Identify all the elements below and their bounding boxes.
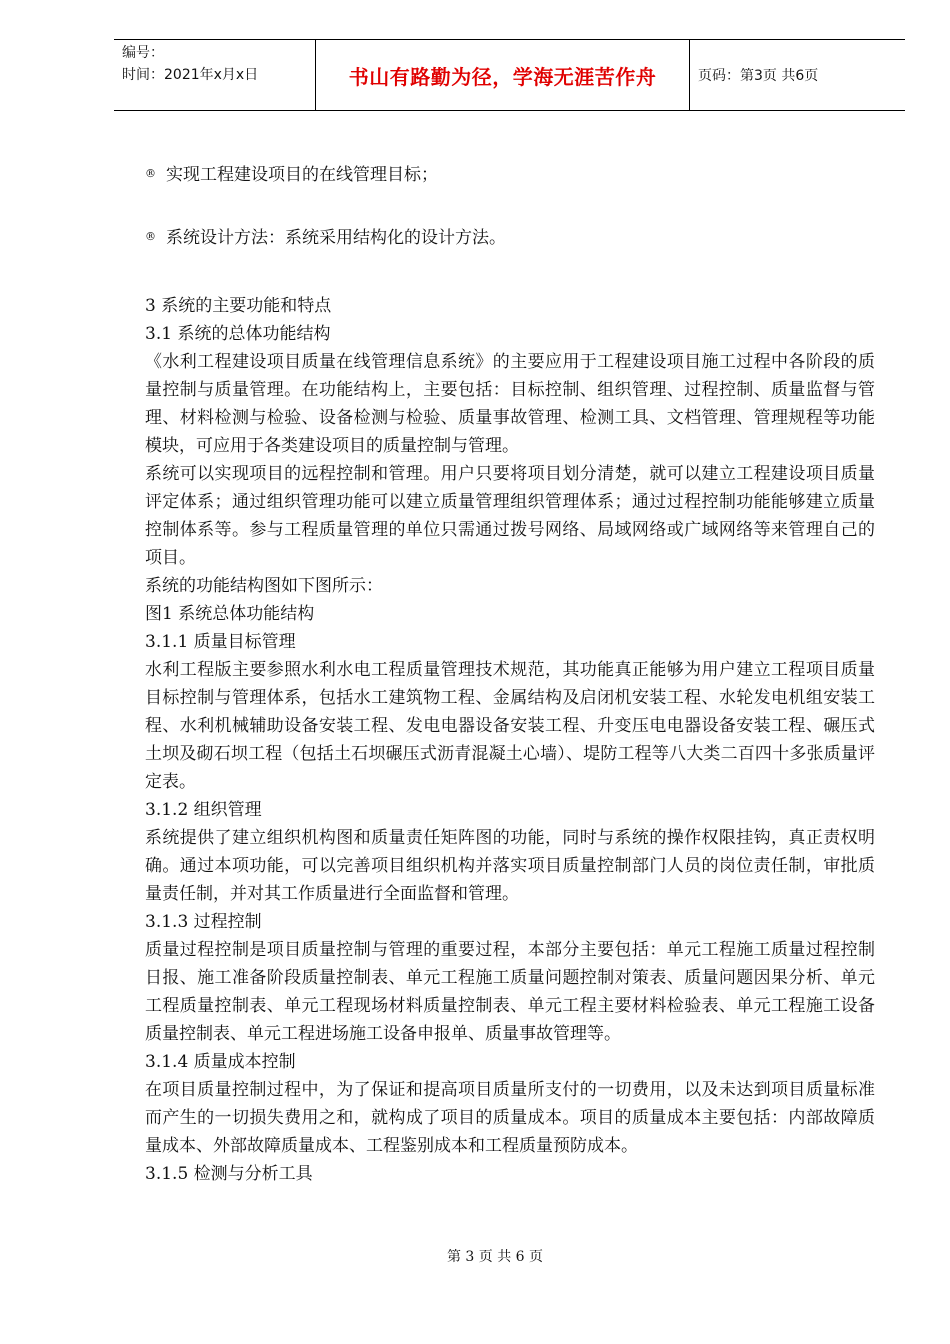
paragraph: 质量过程控制是项目质量控制与管理的重要过程，本部分主要包括：单元工程施工质量过程控制日报、施工准备阶段质量控制表、单元工程施工质量问题控制对策表、质量问题因果分析、单元工程质量控制表、单元工程现场材料质量控制表、单元工程主要材料检验表、单元工程施工设备质量控制表、单元工程进场施工设备申报单、质量事故管理等。 — [145, 940, 875, 1044]
bullet-text: 实现工程建设项目的在线管理目标； — [166, 165, 438, 185]
document-body — [145, 160, 875, 1188]
page-footer — [0, 1246, 950, 1266]
subsection-heading: 3.1.2 组织管理 — [145, 800, 262, 820]
footer-page-number: 第 3 页 共 6 页 — [446, 1249, 544, 1265]
paragraph: 《水利工程建设项目质量在线管理信息系统》的主要应用于工程建设项目施工过程中各阶段的质量控制与质量管理。在功能结构上，主要包括：目标控制、组织管理、过程控制、质量监督与管理、材料检测与检验、设备检测与检验、质量事故管理、检测工具、文档管理、管理规程等功能模块，可应用于各类建设项目的质量控制与管理。 — [145, 352, 875, 456]
bullet-item — [145, 223, 875, 252]
paragraph: 水利工程版主要参照水利水电工程质量管理技术规范，其功能真正能够为用户建立工程项目质量目标控制与管理体系，包括水工建筑物工程、金属结构及启闭机安装工程、水轮发电机组安装工程、水利机械辅助设备安装工程、发电电器设备安装工程、升变压电电器设备安装工程、碾压式土坝及砌石坝工程（包括土石坝碾压式沥青混凝土心墙）、堤防工程等八大类二百四十多张质量评定表。 — [145, 660, 875, 792]
paragraph: 系统提供了建立组织机构图和质量责任矩阵图的功能，同时与系统的操作权限挂钩，真正责权明确。通过本项功能，可以完善项目组织机构并落实项目质量控制部门人员的岗位责任制，审批质量责任制，并对其工作质量进行全面监督和管理。 — [145, 828, 875, 904]
paragraph: 系统可以实现项目的远程控制和管理。用户只要将项目划分清楚，就可以建立工程建设项目质量评定体系；通过组织管理功能可以建立质量管理组织管理体系；通过过程控制功能能够建立质量控制体系等。参与工程质量管理的单位只需通过拨号网络、局域网络或广域网络等来管理自己的项目。 — [145, 464, 875, 568]
bullet-text: 系统设计方法：系统采用结构化的设计方法。 — [166, 228, 506, 248]
registered-mark-icon: ® — [145, 167, 156, 180]
page-header — [114, 39, 905, 111]
header-meta — [114, 40, 315, 110]
bullet-item — [145, 160, 875, 189]
section-heading: 3 系统的主要功能和特点 — [145, 296, 332, 316]
subsection-heading: 3.1.4 质量成本控制 — [145, 1052, 296, 1072]
subsection-heading: 3.1 系统的总体功能结构 — [145, 324, 331, 344]
subsection-heading: 3.1.1 质量目标管理 — [145, 632, 296, 652]
header-page-label: 页码：第3页 共6页 — [698, 68, 819, 84]
time-label: 时间：2021年x月x日 — [122, 67, 259, 83]
paragraph: 在项目质量控制过程中，为了保证和提高项目质量所支付的一切费用，以及未达到项目质量标准而产生的一切损失费用之和，就构成了项目的质量成本。项目的质量成本主要包括：内部故障质量成本、外部故障质量成本、工程鉴别成本和工程质量预防成本。 — [145, 1080, 875, 1156]
registered-mark-icon: ® — [145, 230, 156, 243]
subsection-heading: 3.1.5 检测与分析工具 — [145, 1164, 313, 1184]
number-label: 编号： — [122, 45, 164, 61]
paragraph: 系统的功能结构图如下图所示： — [145, 576, 383, 596]
subsection-heading: 3.1.3 过程控制 — [145, 912, 262, 932]
figure-caption: 图1 系统总体功能结构 — [145, 604, 315, 624]
header-motto: 书山有路勤为径，学海无涯苦作舟 — [315, 40, 690, 110]
